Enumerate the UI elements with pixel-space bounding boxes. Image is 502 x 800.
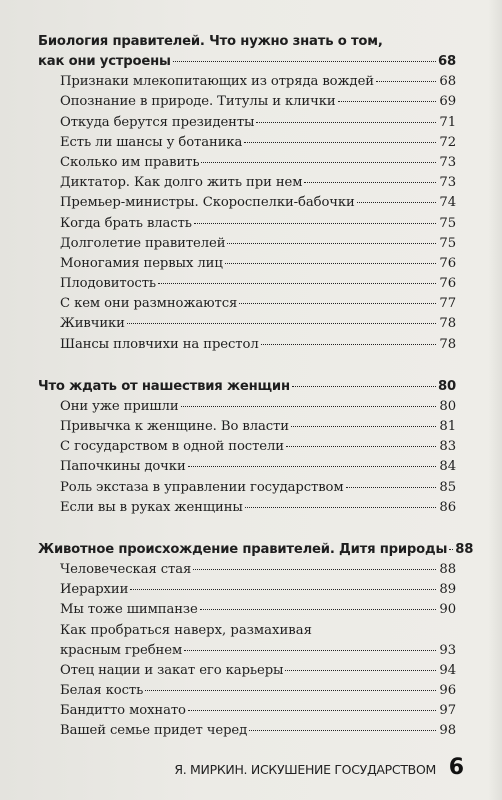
page-number: 98: [439, 723, 456, 739]
page-number: 85: [439, 479, 456, 495]
entry-title: Вашей семье придет черед: [60, 723, 248, 739]
entry-title: С кем они размножаются: [60, 296, 238, 312]
dot-leader: [193, 569, 436, 570]
toc-entry: [60, 419, 456, 439]
page-number: 90: [439, 602, 456, 618]
entry-title: Роль экстаза в управлении государством: [60, 479, 344, 495]
dot-leader: [449, 549, 453, 550]
entry-title: Иерархии: [60, 582, 129, 598]
toc-entry: [60, 316, 456, 336]
toc-entry: [60, 562, 456, 582]
dot-leader: [292, 386, 436, 387]
page-number: 89: [439, 582, 456, 598]
toc-section-origin: [38, 541, 474, 744]
page-number: 96: [439, 683, 456, 699]
running-head: Я. МИРКИН. ИСКУШЕНИЕ ГОСУДАРСТВОМ: [174, 762, 436, 777]
page-footer: [0, 755, 502, 785]
page-number: 93: [439, 642, 456, 658]
page-number: 97: [439, 703, 456, 719]
page-folio: 6: [448, 755, 464, 780]
entry-title: Человеческая стая: [60, 561, 192, 577]
page-number: 94: [439, 662, 456, 678]
page-number: 72: [439, 134, 456, 150]
section-heading: [38, 541, 474, 562]
dot-leader: [127, 323, 436, 324]
page-number: 69: [439, 94, 456, 110]
page-number: 76: [439, 255, 456, 271]
toc-entry: [60, 480, 456, 500]
dot-leader: [200, 609, 436, 610]
toc-entry: [60, 399, 456, 419]
entry-title-line2: красным гребнем: [60, 642, 183, 658]
entry-title: Моногамия первых лиц: [60, 255, 223, 271]
dot-leader: [181, 406, 436, 407]
toc-entry: [60, 500, 456, 520]
entry-title: Признаки млекопитающих из отряда вождей: [60, 74, 374, 90]
entry-title: Бандитто мохнато: [60, 703, 186, 719]
toc-entry: [60, 94, 456, 114]
dot-leader: [194, 223, 436, 224]
entry-title: Папочкины дочки: [60, 459, 186, 475]
dot-leader: [245, 507, 436, 508]
entry-list: [38, 562, 456, 744]
toc-entry: [60, 135, 456, 155]
toc-entry: [60, 602, 456, 622]
section-heading-title: Что ждать от нашествия женщин: [38, 378, 290, 394]
toc-entry: [38, 379, 456, 399]
page-number: 68: [438, 54, 456, 70]
entry-title: С государством в одной постели: [60, 439, 284, 455]
dot-leader: [357, 202, 436, 203]
page-number: 71: [439, 114, 456, 130]
entry-title: Долголетие правителей: [60, 235, 226, 251]
dot-leader: [184, 650, 436, 651]
page-number: 75: [439, 235, 456, 251]
page-number: 73: [439, 175, 456, 191]
page-number: 77: [439, 296, 456, 312]
toc-entry: [38, 54, 456, 74]
page-number: 83: [439, 439, 456, 455]
dot-leader: [261, 344, 436, 345]
entry-title: Сколько им править: [60, 154, 200, 170]
section-heading-line1: Биология правителей. Что нужно знать о том,: [38, 34, 383, 49]
page-number: 76: [439, 276, 456, 292]
toc-entry-multiline: [60, 623, 456, 663]
section-heading: [38, 34, 456, 74]
toc-entry: [60, 663, 456, 683]
section-heading-title: Животное происхождение правителей. Дитя природы: [38, 541, 448, 557]
dot-leader: [145, 690, 436, 691]
toc-entry: [60, 175, 456, 195]
dot-leader: [188, 466, 436, 467]
toc-entry: [60, 256, 456, 276]
toc-entry: [38, 541, 474, 562]
entry-title: Откуда берутся президенты: [60, 114, 255, 130]
dot-leader: [286, 446, 436, 447]
toc-entry: [60, 236, 456, 256]
entry-title: Белая кость: [60, 683, 144, 699]
page-number: 80: [438, 378, 456, 394]
table-of-contents: [38, 34, 474, 766]
entry-title: Они уже пришли: [60, 398, 179, 414]
toc-entry: [60, 703, 456, 723]
toc-entry: [60, 115, 456, 135]
dot-leader: [201, 162, 436, 163]
entry-title: Мы тоже шимпанзе: [60, 602, 198, 618]
toc-section-women: [38, 379, 456, 520]
dot-leader: [376, 81, 436, 82]
toc-entry: [60, 439, 456, 459]
dot-leader: [244, 142, 436, 143]
toc-entry: [60, 216, 456, 236]
page-number: 86: [439, 499, 456, 515]
toc-entry: [60, 195, 456, 215]
toc-entry: [60, 337, 456, 357]
page-number: 88: [439, 561, 456, 577]
page-number: 75: [439, 215, 456, 231]
entry-title: Премьер-министры. Скороспелки-бабочки: [60, 195, 355, 211]
entry-list: [38, 74, 456, 357]
dot-leader: [188, 710, 436, 711]
toc-entry: [60, 296, 456, 316]
page-number: 78: [439, 316, 456, 332]
page-number: 73: [439, 154, 456, 170]
entry-title: Если вы в руках женщины: [60, 499, 243, 515]
entry-title: Отец нации и закат его карьеры: [60, 662, 284, 678]
toc-entry: [60, 276, 456, 296]
page-number: 81: [439, 419, 456, 434]
dot-leader: [173, 61, 436, 62]
dot-leader: [285, 670, 436, 671]
page-number: 68: [439, 74, 456, 90]
toc-section-biology: [38, 34, 456, 357]
page-number: 84: [439, 459, 456, 475]
toc-entry: [60, 683, 456, 703]
page-number: 74: [439, 195, 456, 211]
section-heading-line2: как они устроены: [38, 54, 171, 70]
toc-entry: [60, 459, 456, 479]
entry-title: Живчики: [60, 316, 125, 332]
dot-leader: [158, 283, 436, 284]
page-number: 80: [439, 398, 456, 414]
page-number: 78: [439, 336, 456, 352]
entry-title: Диктатор. Как долго жить при нем: [60, 175, 303, 191]
toc-entry: [60, 582, 456, 602]
entry-title: Есть ли шансы у ботаника: [60, 134, 243, 150]
dot-leader: [239, 303, 436, 304]
section-heading: [38, 379, 456, 399]
dot-leader: [338, 101, 436, 102]
dot-leader: [225, 263, 436, 264]
dot-leader: [227, 243, 436, 244]
dot-leader: [130, 589, 436, 590]
page-gutter-shadow: [488, 0, 502, 800]
dot-leader: [249, 730, 436, 731]
toc-entry: [60, 74, 456, 94]
entry-title: Шансы пловчихи на престол: [60, 336, 259, 352]
toc-entry: [60, 155, 456, 175]
toc-entry: [60, 723, 456, 743]
entry-title: Когда брать власть: [60, 215, 192, 231]
dot-leader: [346, 487, 436, 488]
dot-leader: [256, 122, 436, 123]
entry-list: [38, 399, 456, 520]
entry-title: Привычка к женщине. Во власти: [60, 419, 289, 434]
entry-title: Опознание в природе. Титулы и клички: [60, 94, 336, 110]
dot-leader: [291, 426, 436, 427]
dot-leader: [304, 182, 436, 183]
entry-title: Плодовитость: [60, 276, 156, 292]
page-number: 88: [455, 541, 474, 557]
entry-title-line1: Как пробраться наверх, размахивая: [60, 622, 312, 638]
